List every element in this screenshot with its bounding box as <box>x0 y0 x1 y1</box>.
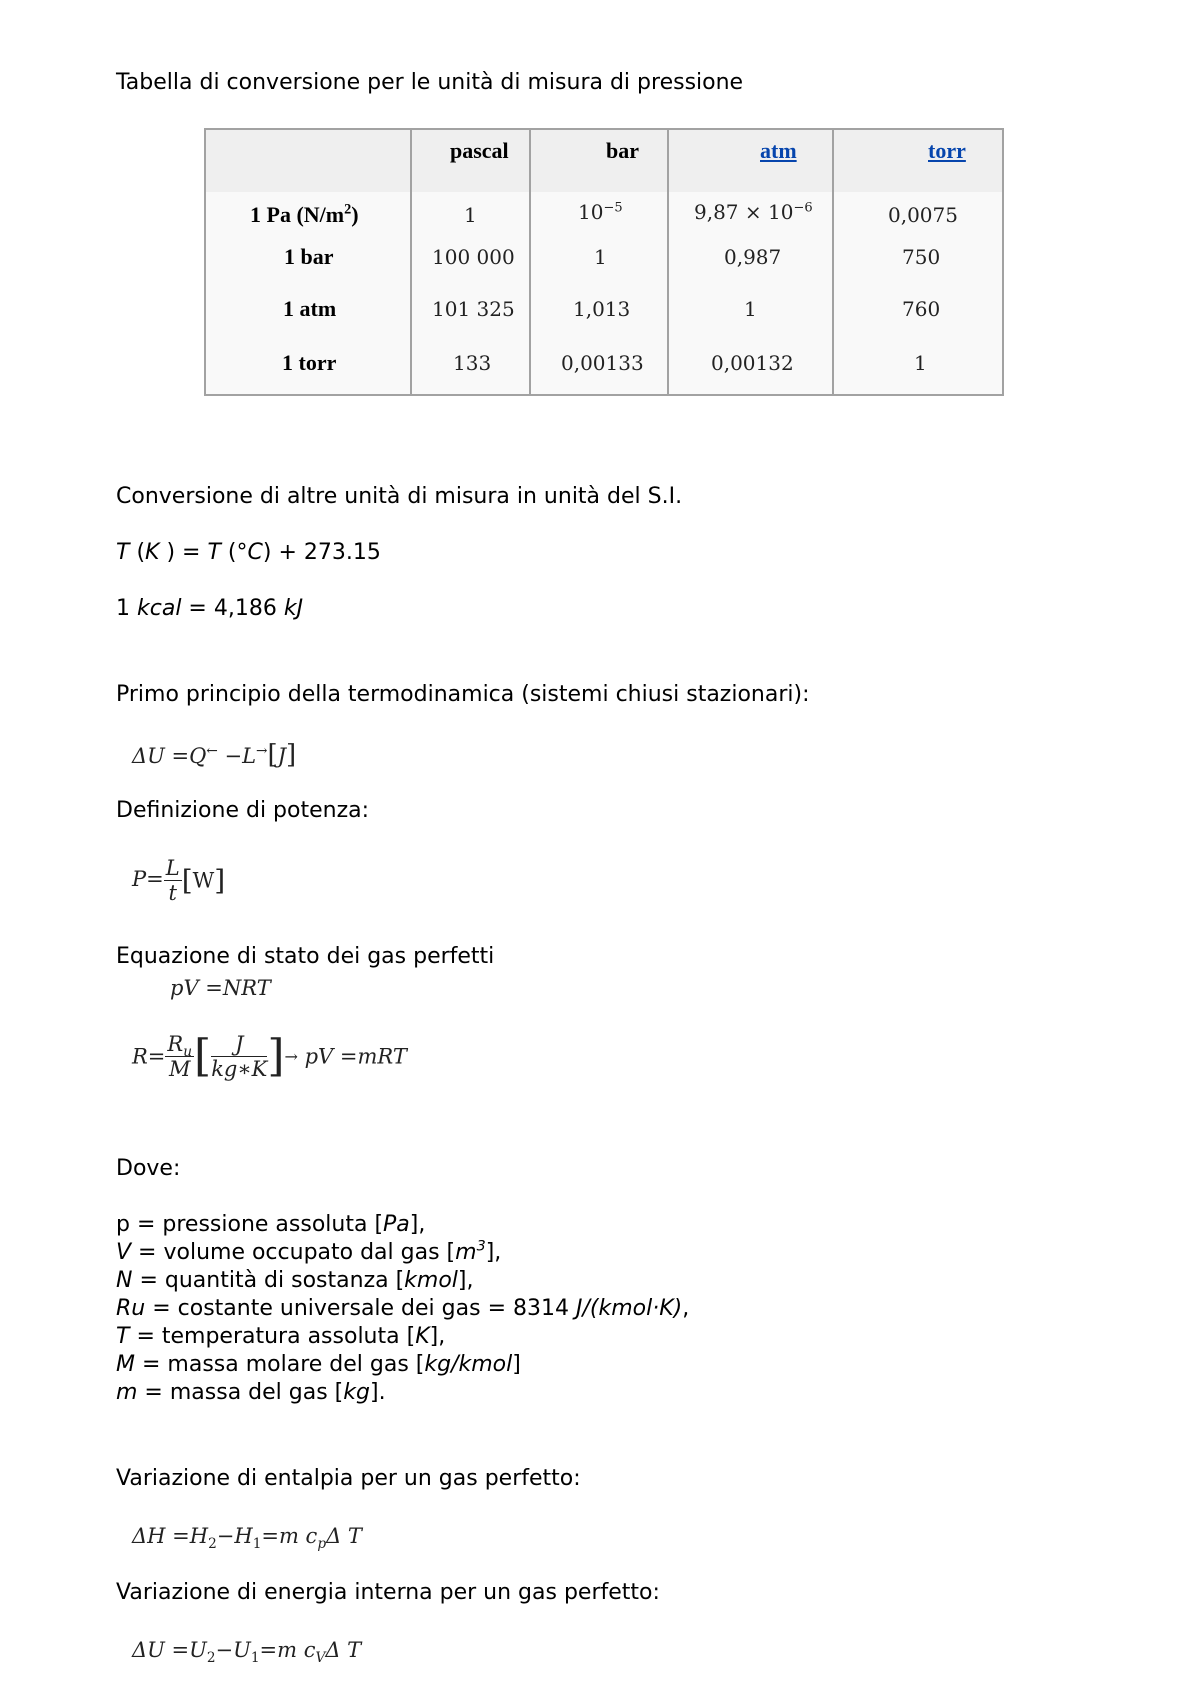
first-law-title: Primo principio della termodinamica (sistemi chiusi stazionari): <box>116 682 810 707</box>
internal-energy-title: Variazione di energia interna per un gas perfetto: <box>116 1580 660 1605</box>
cell-torr-atm: 0,00132 <box>711 351 794 375</box>
power-title: Definizione di potenza: <box>116 798 370 823</box>
legend-item-p: p = pressione assoluta [Pa], <box>116 1212 426 1237</box>
temperature-formula: T (K ) = T (°C) + 273.15 <box>116 540 381 565</box>
cell-pa-atm: $9,87 \times 10^{-6}$ <box>694 200 813 224</box>
cell-bar-pascal: 100 000 <box>432 245 515 269</box>
row-label-bar: 1 bar <box>284 244 334 269</box>
si-title: Conversione di altre unità di misura in unità del S.I. <box>116 484 683 509</box>
cell-bar-bar: 1 <box>594 245 607 269</box>
column-divider <box>529 130 531 394</box>
cell-pa-torr: 0,0075 <box>888 203 958 227</box>
power-formula: P= $\frac{L}{t}$ [W] <box>132 856 226 906</box>
column-divider <box>667 130 669 394</box>
gas-law-title: Equazione di stato dei gas perfetti <box>116 944 495 969</box>
cell-atm-pascal: 101 325 <box>432 297 515 321</box>
cell-atm-bar: 1,013 <box>573 297 631 321</box>
legend-item-n: N = quantità di sostanza [kmol], <box>116 1268 474 1293</box>
legend-item-ru: Ru = costante universale dei gas = 8314 J/(kmol·K), <box>116 1296 690 1321</box>
enthalpy-title: Variazione di entalpia per un gas perfetto: <box>116 1466 581 1491</box>
row-label-pa: 1 Pa $(N/m^2)$ <box>250 201 359 227</box>
header-atm-link[interactable]: atm <box>760 138 797 163</box>
kcal-formula: 1 kcal = 4,186 kJ <box>116 596 304 621</box>
pressure-conversion-table <box>204 128 1004 396</box>
cell-atm-torr: 760 <box>902 297 941 321</box>
column-divider <box>832 130 834 394</box>
header-pascal: pascal <box>450 138 509 163</box>
cell-atm-atm: 1 <box>744 297 757 321</box>
internal-energy-formula: $\Delta U =U_2-U_1=m$ $c_V\Delta$ T <box>132 1638 362 1667</box>
gas-law-formula-2: R= $\frac{R_u}{M}$ [ $\frac{J}{kg∗K}$ ]→ pV =mRT <box>132 1030 407 1082</box>
table-title: Tabella di conversione per le unità di misura di pressione <box>116 70 744 95</box>
table-header-band <box>206 130 1002 192</box>
header-torr-link[interactable]: torr <box>928 138 966 163</box>
cell-torr-torr: 1 <box>914 351 927 375</box>
row-label-atm: 1 atm <box>283 296 337 321</box>
legend-item-t: T = temperatura assoluta [K], <box>116 1324 446 1349</box>
column-divider <box>410 130 412 394</box>
legend-title: Dove: <box>116 1156 181 1181</box>
cell-torr-bar: 0,00133 <box>561 351 644 375</box>
first-law-formula: ΔU =Q← −L→[J] <box>132 740 297 770</box>
row-label-torr: 1 torr <box>282 350 337 375</box>
legend-item-m-molar: M = massa molare del gas [kg/kmol] <box>116 1352 521 1377</box>
cell-bar-atm: 0,987 <box>724 245 782 269</box>
gas-law-formula-1: pV =NRT <box>170 976 271 1000</box>
cell-bar-torr: 750 <box>902 245 941 269</box>
cell-pa-pascal: 1 <box>464 203 477 227</box>
cell-torr-pascal: 133 <box>453 351 492 375</box>
enthalpy-formula: $\Delta H =H_2-H_1=m$ $c_p\Delta$ T <box>132 1524 362 1553</box>
header-bar: bar <box>606 138 639 163</box>
legend-item-v: V = volume occupato dal gas $[m^3]$, <box>116 1238 502 1265</box>
cell-pa-bar: $10^{-5}$ <box>578 200 623 224</box>
legend-item-m-mass: m = massa del gas [kg]. <box>116 1380 386 1405</box>
